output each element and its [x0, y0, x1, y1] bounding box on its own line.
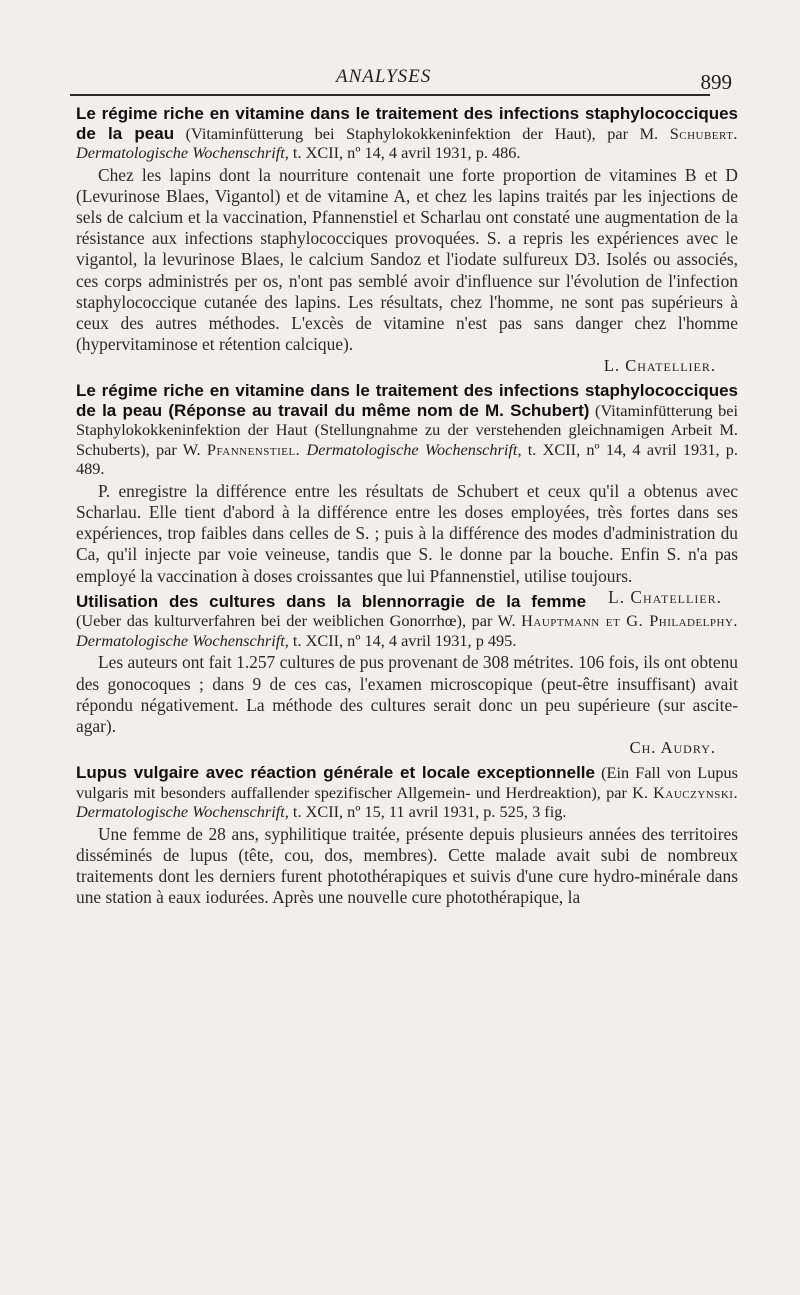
entry-citation: t. XCII, nº 14, 4 avril 1931, p. 489. [76, 439, 738, 479]
entry-author: Hauptmann et G. Philadelphy. [521, 611, 738, 631]
entry-heading [76, 763, 738, 822]
running-title: ANALYSES [336, 66, 432, 87]
entry-signature: L. Chatellier. [603, 356, 716, 376]
entry-journal: Dermatologische Wochenschrift, [76, 630, 289, 650]
running-header [76, 60, 738, 94]
entry-body-text: P. enregistre la différence entre les résultats de Schubert et ceux qu'il a obtenus avec Scharlau. Elle tient d'abord à la différence entre les doses employées, très fortes dans ses expériences, trop faibles dans celles de S. ; puis à la différence des modes d'administration du Ca, qu'il injecte par voie veineuse, tandis que S. le donne par la bouche. Enfin S. n'a pas employé la vaccination à doses croissantes que lui Pfannenstiel, utilise toujours. [76, 480, 738, 586]
entry-title: Le régime riche en vitamine dans le traitement des infections staphylococciques de la peau [76, 104, 738, 143]
entry-citation: t. XCII, nº 15, 11 avril 1931, p. 525, 3 fig. [292, 802, 567, 822]
entry-author: Kauczynski. [653, 782, 739, 802]
entry-title: Le régime riche en vitamine dans le traitement des infections staphylococciques de la peau (Réponse au travail du même nom de M. Schubert) [76, 381, 738, 420]
entry-journal: Dermatologische Wochenschrift, [76, 143, 289, 162]
entry-signature: L. Chatellier. [608, 586, 722, 607]
entry-body: Une femme de 28 ans, syphilitique traitée, présente depuis plusieurs années des territoires disséminés de lupus (tête, cou, dos, membres). Cette malade avait subi de nombreux traitements dont les derniers furent photothérapiques et suivis d'une cure hydro-minérale dans une station à eaux iodurées. Après une nouvelle cure photothérapique, la [76, 823, 738, 908]
entry-heading [76, 381, 738, 479]
abstract-entry [76, 763, 738, 908]
entry-original-title: (Ueber das kulturverfahren bei der weiblichen Gonorrhœ), par W. [76, 611, 516, 631]
abstract-entry [76, 592, 738, 758]
entry-original-title: (Vitaminfütterung bei Staphylokokkeninfektion der Haut), par M. [185, 123, 659, 143]
entry-author: Pfannenstiel. [206, 439, 301, 459]
entry-title: Utilisation des cultures dans la blennorragie de la femme [76, 591, 587, 611]
entry-body: Chez les lapins dont la nourriture contenait une forte proportion de vitamines B et D (Levurinose Blaes, Vigantol) et de vitamine A, et chez les lapins traités par les injections de sels de calcium et la vaccination, Pfannenstiel et Scharlau ont constaté une augmentation de la résistance aux infections staphylococciques provoquées. S. a repris les expériences avec le vigantol, la levurinose Blaes, le calcium Sandoz et l'iodate sulfureux D3. Isolés ou associés, ces corps administrés per os, n'ont pas semblé avoir d'influence sur l'évolution de l'infection staphylococcique cutanée des lapins. Les résultats, chez l'homme, ne sont pas supérieurs à ceux des autres méthodes. L'excès de vitamine n'est pas sans danger chez l'homme (hypervitaminose et rétention calcique). [76, 164, 738, 355]
entry-original-title: (Ein Fall von Lupus vulgaris mit besonders auffallender spezifischer Allgemein- und Herdreaktion), par K. [76, 763, 738, 802]
entry-original-title: (Vitaminfütterung bei Staphylokokkeninfektion der Haut (Stellungnahme zu der verstehenden gleichnamigen Arbeit M. Schuberts), par W. [76, 400, 738, 459]
entry-journal: Dermatologische Wochenschrift, [76, 802, 289, 822]
entry-title: Lupus vulgaire avec réaction générale et locale exceptionnelle [76, 763, 595, 783]
entry-author: Schubert. [669, 123, 738, 143]
entry-citation: t. XCII, nº 14, 4 avril 1931, p 495. [292, 630, 517, 650]
abstract-entry [76, 104, 738, 376]
page-number: 899 [700, 70, 732, 94]
page [76, 60, 738, 913]
entry-signature: Ch. Audry. [629, 738, 716, 758]
entry-journal: Dermatologische Wochenschrift, [306, 439, 522, 459]
entry-body: Les auteurs ont fait 1.257 cultures de pus provenant de 308 métrites. 106 fois, ils ont obtenu des gonocoques ; dans 9 de ces cas, l'examen microscopique (peut-être insuffisant) avait répondu négativement. La méthode des cultures serait donc un peu supérieure (sur ascite-agar). [76, 652, 738, 736]
header-rule [70, 94, 710, 96]
entry-heading [76, 104, 738, 163]
entry-citation: t. XCII, nº 14, 4 avril 1931, p. 486. [292, 143, 521, 162]
